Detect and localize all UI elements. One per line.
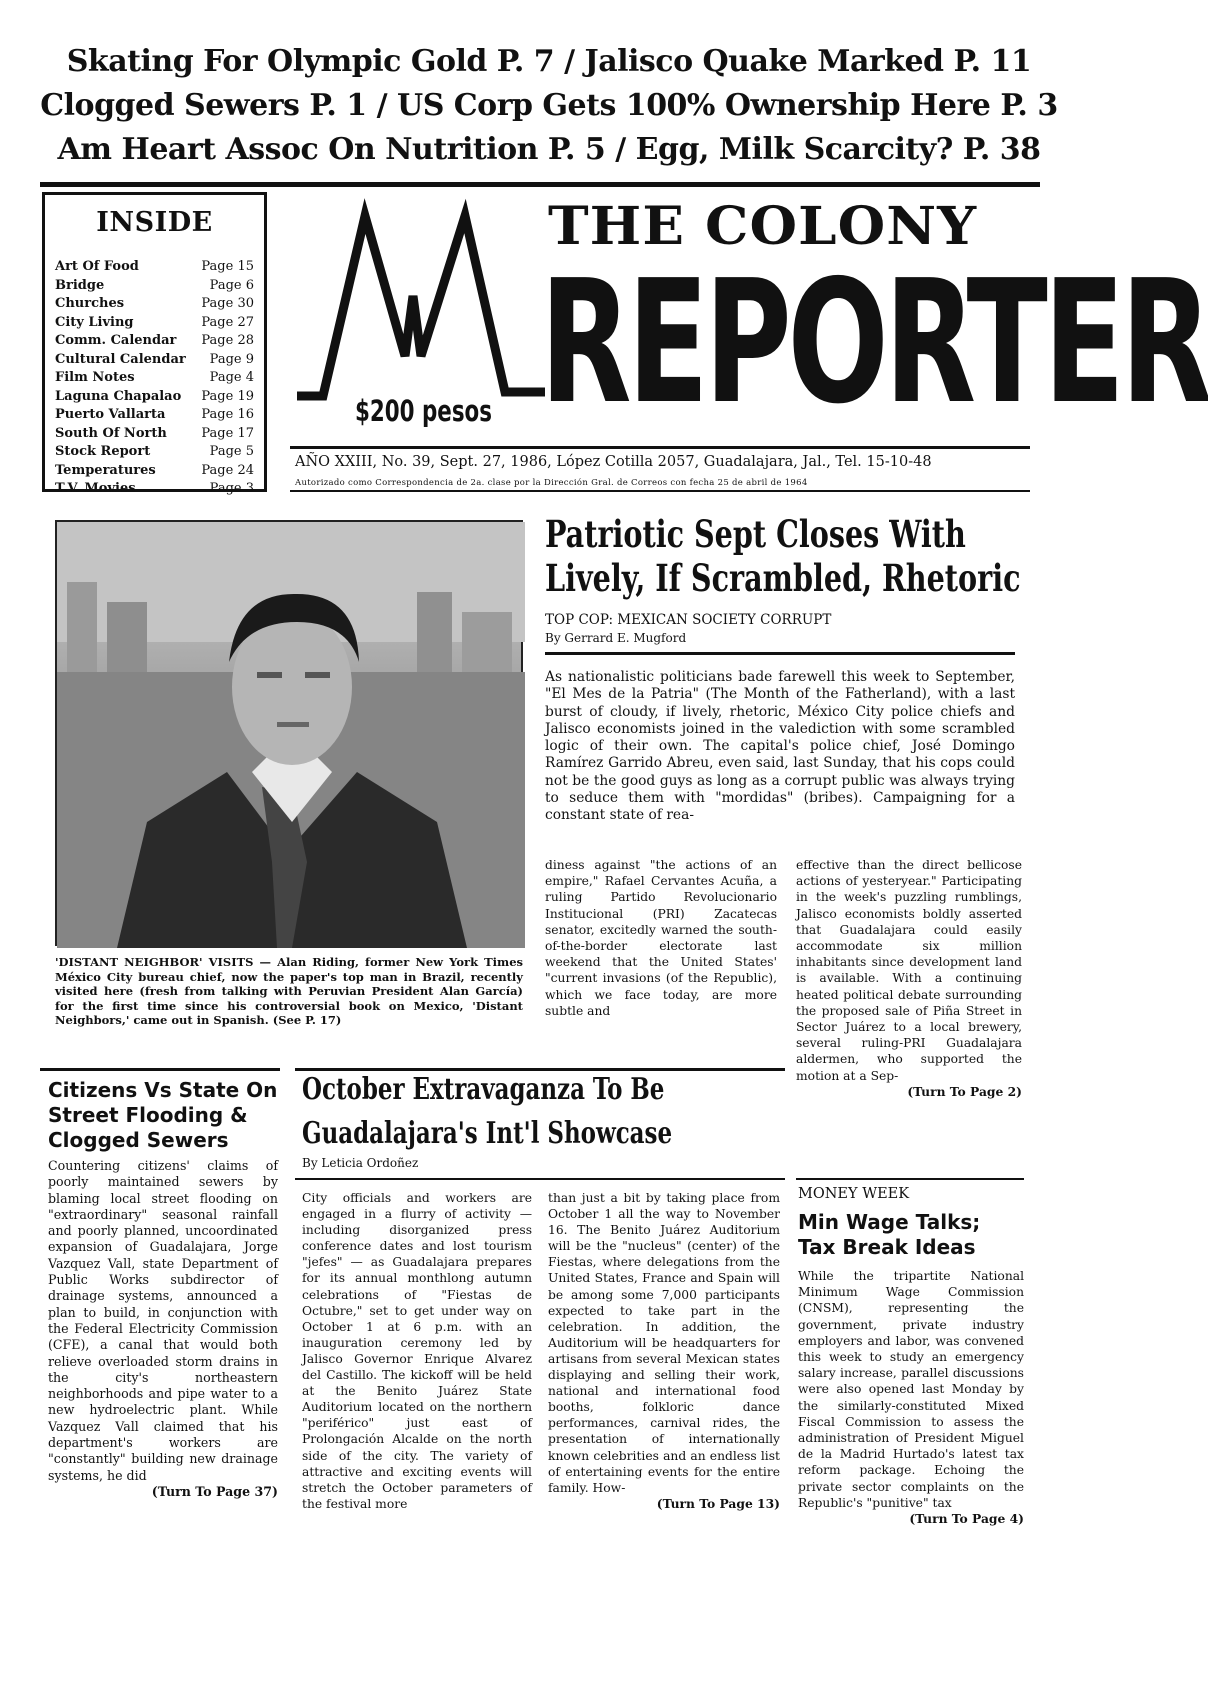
inside-item-page: Page 27 [201, 314, 254, 330]
inside-index-item [55, 425, 254, 444]
center-headline-line1: October Extravaganza To Be [302, 1072, 665, 1107]
teaser-line: Skating For Olympic Gold P. 7 / Jalisco Quake Marked P. 11 [66, 44, 1032, 79]
center-headline [302, 1068, 672, 1156]
right-story [798, 1268, 1024, 1527]
inside-index-list [55, 258, 254, 499]
section-rule [295, 1178, 785, 1180]
inside-item-page: Page 16 [201, 407, 254, 422]
inside-title: INSIDE [96, 207, 213, 238]
inside-index-item [55, 369, 254, 388]
inside-item-label: Bridge [55, 277, 105, 293]
main-headline [545, 512, 1021, 600]
inside-index-item [55, 314, 254, 333]
inside-index-item [55, 277, 254, 296]
main-story-column-b [796, 857, 1022, 1100]
left-headline: Citizens Vs State On Street Flooding & Clogged Sewers [48, 1078, 278, 1152]
inside-item-page: Page 17 [201, 425, 254, 441]
teaser-banner [0, 40, 1098, 172]
inside-item-page: Page 6 [209, 277, 254, 293]
section-rule [545, 652, 1015, 655]
inside-item-page: Page 9 [209, 351, 254, 367]
inside-index-item [55, 480, 254, 499]
center-story-column-2 [548, 1190, 780, 1512]
inside-index-item [55, 462, 254, 481]
inside-item-label: Churches [55, 296, 125, 311]
inside-item-page: Page 3 [209, 481, 254, 496]
turn-page-link[interactable]: (Turn To Page 2) [907, 1083, 1022, 1099]
teaser-line: Clogged Sewers P. 1 / US Corp Gets 100% Ownership Here P. 3 [40, 88, 1058, 123]
inside-item-label: Temperatures [55, 462, 156, 478]
masthead-rule [290, 490, 1030, 492]
photo-illustration [57, 522, 525, 948]
main-story-column-a: diness against "the actions of an empire," Rafael Cervantes Acuña, a ruling Partido Revolucionario Institucional (PRI) Zacatecas senator, excitedly warned the south-of-the-border electorate last weekend that the United States' "current invasions (of the Republic), which we face today, are more subtle and [545, 858, 777, 1018]
masthead-title-line1: THE COLONY [548, 196, 978, 257]
main-headline-line2: Lively, If Scrambled, Rhetoric [545, 556, 1021, 600]
inside-index-box [42, 192, 267, 496]
inside-item-label: Art Of Food [55, 259, 139, 274]
turn-page-link[interactable]: (Turn To Page 37) [151, 1483, 278, 1499]
center-headline-line2: Guadalajara's Int'l Showcase [302, 1116, 673, 1151]
inside-index-item [55, 332, 254, 351]
inside-item-label: Laguna Chapalao [55, 388, 182, 404]
inside-index-item [55, 406, 254, 425]
inside-item-label: Comm. Calendar [55, 333, 177, 348]
left-story [48, 1158, 278, 1500]
inside-item-label: Film Notes [55, 370, 135, 385]
turn-page-link[interactable]: (Turn To Page 13) [656, 1495, 780, 1511]
main-story-column-b-text: effective than the direct bellicose actions of yesteryear." Participating in the week's puzzling rumblings, Jalisco economists boldly asserted that Guadalajara could easily accommodate six million inhabitants since development land is available. With a continuing heated political debate surrounding the proposed sale of Piña Street in Sector Juárez to a local brewery, several ruling-PRI Guadalajara aldermen, who supported the motion at a Sep- [796, 858, 1022, 1083]
inside-index-item [55, 351, 254, 370]
right-story-body: While the tripartite National Minimum Wage Commission (CNSM), representing the government, private industry employers and labor, was convened this week to study an emergency salary increase, parallel discussions were also opened last Monday by the similarly-constituted Mixed Fiscal Commission to assess the administration of President Miguel de la Madrid Hurtado's latest tax reform package. Echoing the private sector complaints on the Republic's "punitive" tax [798, 1269, 1024, 1510]
inside-item-page: Page 4 [209, 370, 254, 385]
inside-item-page: Page 30 [201, 296, 254, 311]
main-headline-line1: Patriotic Sept Closes With [545, 512, 966, 556]
top-rule [40, 182, 1040, 187]
main-byline: By Gerrard E. Mugford [545, 631, 687, 645]
photo-caption: 'DISTANT NEIGHBOR' VISITS — Alan Riding, former New York Times México City bureau chief, now the paper's top man in Brazil, recently visited here (fresh from talking with Peruvian President Alan García) for the first time since his controversial book on Mexico, 'Distant Neighbors,' came out in Spanish. (See P. 17) [55, 955, 523, 1027]
section-rule [40, 1068, 280, 1071]
center-byline: By Leticia Ordoñez [302, 1156, 419, 1170]
inside-item-page: Page 5 [209, 444, 254, 459]
inside-item-page: Page 24 [201, 462, 254, 478]
main-kicker: TOP COP: MEXICAN SOCIETY CORRUPT [545, 612, 832, 628]
center-story-column-1: City officials and workers are engaged in a flurry of activity — including disorganized press conference dates and lost tourism "jefes" — as Guadalajara prepares for its annual monthlong autumn celebrations of "Fiestas de Octubre," set to get under way on October 1 at 6 p.m. with an inauguration ceremony led by Jalisco Governor Enrique Alvarez del Castillo. The kickoff will be held at the Benito Juárez State Auditorium located on the northern "periférico" just east of Prolongación Alcalde on the north side of the city. The variety of attractive and exciting events will stretch the October parameters of the festival more [302, 1191, 532, 1511]
teaser-line: Am Heart Assoc On Nutrition P. 5 / Egg, Milk Scarcity? P. 38 [57, 132, 1041, 167]
center-story-column-2-text: than just a bit by taking place from October 1 all the way to November 16. The Benito Juárez Auditorium will be the "nucleus" (center) of the Fiestas, where delegations from the United States, France and Spain will be among some 7,000 participants expected to take part in the celebration. In addition, the Auditorium will be headquarters for artisans from several Mexican states displaying and selling their work, national and international food booths, folkloric dance performances, carnival rides, the presentation of internationally known celebrities and an endless list of entertaining events for the entire family. How- [548, 1191, 780, 1495]
inside-item-label: Cultural Calendar [55, 351, 186, 367]
masthead-rule [290, 446, 1030, 449]
right-kicker: MONEY WEEK [798, 1186, 910, 1202]
inside-item-page: Page 15 [201, 259, 254, 274]
main-story-lead: As nationalistic politicians bade farewell this week to September, "El Mes de la Patria" (The Month of the Fatherland), with a last burst of cloudy, if lively, rhetoric, México City police chiefs and Jalisco economists joined in the valediction with some scrambled logic of their own. The capital's police chief, José Domingo Ramírez Garrido Abreu, even said, last Sunday, that his cops could not be the good guys as long as a corrupt public was always trying to seduce them with "mordidas" (bribes). Campaigning for a constant state of rea- [545, 669, 1015, 824]
m-logo-icon [295, 196, 545, 406]
inside-item-label: City Living [55, 314, 134, 330]
inside-index-item [55, 295, 254, 314]
postal-authorization: Autorizado como Correspondencia de 2a. clase por la Dirección Gral. de Correos con fecha 25 de abril de 1964 [295, 478, 808, 488]
inside-item-page: Page 28 [201, 333, 254, 348]
turn-page-link[interactable]: (Turn To Page 4) [909, 1511, 1024, 1527]
price-label: $200 pesos [355, 394, 492, 428]
section-rule [796, 1178, 1024, 1180]
inside-index-item [55, 388, 254, 407]
inside-item-label: South Of North [55, 425, 167, 441]
inside-index-item [55, 258, 254, 277]
inside-item-label: T.V. Movies [55, 481, 136, 496]
right-headline: Min Wage Talks; Tax Break Ideas [798, 1210, 981, 1259]
inside-index-item [55, 443, 254, 462]
inside-item-label: Puerto Vallarta [55, 407, 166, 422]
inside-item-page: Page 19 [201, 388, 254, 404]
masthead-title-line2: REPORTER [540, 244, 1208, 442]
inside-item-label: Stock Report [55, 444, 151, 459]
portrait-photo [55, 520, 523, 946]
dateline: AÑO XXIII, No. 39, Sept. 27, 1986, López Cotilla 2057, Guadalajara, Jal., Tel. 15-10-48 [295, 454, 932, 470]
left-story-body: Countering citizens' claims of poorly maintained sewers by blaming local street flooding on "extraordinary" seasonal rainfall and poorly planned, uncoordinated expansion of Guadalajara, Jorge Vazquez Vall, state Department of Public Works subdirector of drainage systems, announced a plan to build, in conjunction with the Federal Electricity Commission (CFE), a canal that would both relieve overloaded storm drains in the city's northeastern neighborhoods and pipe water to a new hydroelectric plant. While Vazquez Vall claimed that his department's workers are "constantly" building new drainage systems, he did [48, 1158, 278, 1483]
